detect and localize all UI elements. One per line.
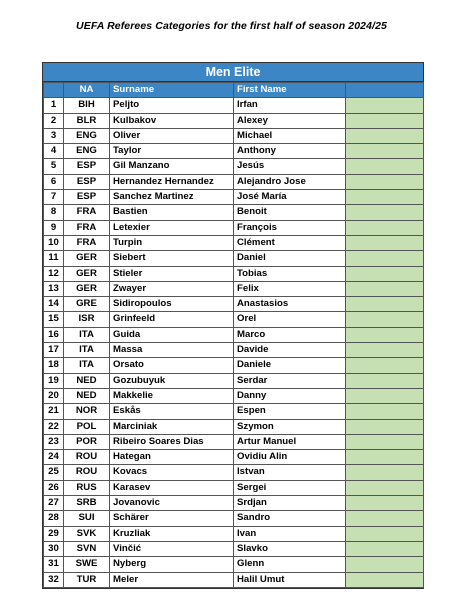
row-first-name: Clément: [234, 235, 346, 250]
row-blank-cell: [346, 312, 424, 327]
row-blank-cell: [346, 251, 424, 266]
row-blank-cell: [346, 557, 424, 572]
row-surname: Massa: [110, 343, 234, 358]
row-number: 22: [44, 419, 64, 434]
table-body: [44, 83, 424, 588]
row-first-name: Felix: [234, 281, 346, 296]
table-row: [44, 144, 424, 159]
row-blank-cell: [346, 327, 424, 342]
column-header-first-name: First Name: [234, 83, 346, 98]
row-surname: Nyberg: [110, 557, 234, 572]
row-first-name: Alejandro Jose: [234, 174, 346, 189]
row-surname: Grinfeeld: [110, 312, 234, 327]
row-nationality: GER: [64, 266, 110, 281]
row-first-name: Danny: [234, 388, 346, 403]
row-number: 18: [44, 358, 64, 373]
row-nationality: ESP: [64, 159, 110, 174]
row-blank-cell: [346, 419, 424, 434]
row-surname: Vinčić: [110, 541, 234, 556]
row-blank-cell: [346, 144, 424, 159]
row-number: 12: [44, 266, 64, 281]
row-nationality: SRB: [64, 496, 110, 511]
row-number: 9: [44, 220, 64, 235]
row-number: 2: [44, 113, 64, 128]
row-blank-cell: [346, 297, 424, 312]
row-surname: Kruzliak: [110, 526, 234, 541]
row-surname: Zwayer: [110, 281, 234, 296]
row-number: 30: [44, 541, 64, 556]
row-first-name: Sergei: [234, 480, 346, 495]
row-nationality: GRE: [64, 297, 110, 312]
row-blank-cell: [346, 205, 424, 220]
table-row: [44, 281, 424, 296]
row-nationality: TUR: [64, 572, 110, 587]
row-first-name: Michael: [234, 128, 346, 143]
row-nationality: GER: [64, 251, 110, 266]
table-row: [44, 404, 424, 419]
row-first-name: Tobias: [234, 266, 346, 281]
row-first-name: Halil Umut: [234, 572, 346, 587]
table-row: [44, 159, 424, 174]
table-row: [44, 434, 424, 449]
row-nationality: NED: [64, 373, 110, 388]
row-first-name: Srdjan: [234, 496, 346, 511]
row-number: 31: [44, 557, 64, 572]
row-number: 16: [44, 327, 64, 342]
column-header-surname: Surname: [110, 83, 234, 98]
table-row: [44, 113, 424, 128]
table-row: [44, 465, 424, 480]
row-first-name: Daniel: [234, 251, 346, 266]
row-nationality: ROU: [64, 465, 110, 480]
row-first-name: Espen: [234, 404, 346, 419]
row-number: 23: [44, 434, 64, 449]
row-surname: Orsato: [110, 358, 234, 373]
row-first-name: Alexey: [234, 113, 346, 128]
row-nationality: ESP: [64, 174, 110, 189]
table-row: [44, 419, 424, 434]
row-blank-cell: [346, 541, 424, 556]
row-nationality: SWE: [64, 557, 110, 572]
table-row: [44, 312, 424, 327]
row-number: 11: [44, 251, 64, 266]
row-nationality: ITA: [64, 327, 110, 342]
row-nationality: FRA: [64, 220, 110, 235]
row-number: 7: [44, 190, 64, 205]
table-row: [44, 251, 424, 266]
row-blank-cell: [346, 465, 424, 480]
row-number: 24: [44, 450, 64, 465]
row-nationality: FRA: [64, 235, 110, 250]
row-nationality: ITA: [64, 358, 110, 373]
row-blank-cell: [346, 450, 424, 465]
row-surname: Letexier: [110, 220, 234, 235]
table-row: [44, 373, 424, 388]
table-row: [44, 511, 424, 526]
row-first-name: Ovidiu Alin: [234, 450, 346, 465]
section-header: Men Elite: [43, 63, 423, 82]
row-number: 1: [44, 98, 64, 113]
row-blank-cell: [346, 235, 424, 250]
row-nationality: BLR: [64, 113, 110, 128]
row-surname: Makkelie: [110, 388, 234, 403]
row-first-name: José María: [234, 190, 346, 205]
row-blank-cell: [346, 572, 424, 587]
row-number: 21: [44, 404, 64, 419]
row-first-name: Slavko: [234, 541, 346, 556]
table-row: [44, 388, 424, 403]
row-first-name: Orel: [234, 312, 346, 327]
table-row: [44, 572, 424, 587]
row-number: 27: [44, 496, 64, 511]
row-blank-cell: [346, 266, 424, 281]
row-surname: Karasev: [110, 480, 234, 495]
row-surname: Hategan: [110, 450, 234, 465]
row-surname: Eskås: [110, 404, 234, 419]
row-first-name: Artur Manuel: [234, 434, 346, 449]
table-row: [44, 235, 424, 250]
row-blank-cell: [346, 174, 424, 189]
row-nationality: SVK: [64, 526, 110, 541]
row-number: 8: [44, 205, 64, 220]
row-blank-cell: [346, 281, 424, 296]
row-nationality: ISR: [64, 312, 110, 327]
row-first-name: Anastasios: [234, 297, 346, 312]
row-first-name: Serdar: [234, 373, 346, 388]
referees-table: [42, 62, 424, 589]
row-blank-cell: [346, 159, 424, 174]
row-blank-cell: [346, 388, 424, 403]
row-number: 10: [44, 235, 64, 250]
row-surname: Kovacs: [110, 465, 234, 480]
row-surname: Oliver: [110, 128, 234, 143]
row-surname: Hernandez Hernandez: [110, 174, 234, 189]
row-blank-cell: [346, 480, 424, 495]
row-blank-cell: [346, 373, 424, 388]
row-surname: Turpin: [110, 235, 234, 250]
row-nationality: SVN: [64, 541, 110, 556]
row-surname: Sidiropoulos: [110, 297, 234, 312]
row-nationality: POL: [64, 419, 110, 434]
row-nationality: NED: [64, 388, 110, 403]
table-row: [44, 266, 424, 281]
table-row: [44, 174, 424, 189]
document-title: UEFA Referees Categories for the first half of season 2024/25: [76, 20, 387, 32]
row-surname: Gil Manzano: [110, 159, 234, 174]
row-surname: Peljto: [110, 98, 234, 113]
row-blank-cell: [346, 98, 424, 113]
row-first-name: Sandro: [234, 511, 346, 526]
row-nationality: SUI: [64, 511, 110, 526]
column-header-number: [44, 83, 64, 98]
table-row: [44, 496, 424, 511]
row-number: 32: [44, 572, 64, 587]
row-surname: Jovanovic: [110, 496, 234, 511]
referees-grid: [43, 82, 424, 588]
row-surname: Sanchez Martinez: [110, 190, 234, 205]
table-row: [44, 98, 424, 113]
row-number: 28: [44, 511, 64, 526]
row-blank-cell: [346, 511, 424, 526]
table-row: [44, 541, 424, 556]
row-first-name: Irfan: [234, 98, 346, 113]
row-first-name: François: [234, 220, 346, 235]
row-first-name: Davide: [234, 343, 346, 358]
row-blank-cell: [346, 113, 424, 128]
column-header-row: [44, 83, 424, 98]
table-row: [44, 526, 424, 541]
row-number: 29: [44, 526, 64, 541]
row-first-name: Anthony: [234, 144, 346, 159]
row-nationality: ENG: [64, 144, 110, 159]
row-first-name: Glenn: [234, 557, 346, 572]
table-row: [44, 205, 424, 220]
row-surname: Kulbakov: [110, 113, 234, 128]
table-row: [44, 220, 424, 235]
row-number: 6: [44, 174, 64, 189]
row-number: 25: [44, 465, 64, 480]
table-row: [44, 358, 424, 373]
column-header-na: NA: [64, 83, 110, 98]
row-nationality: GER: [64, 281, 110, 296]
row-number: 17: [44, 343, 64, 358]
row-nationality: NOR: [64, 404, 110, 419]
row-blank-cell: [346, 358, 424, 373]
table-row: [44, 343, 424, 358]
row-blank-cell: [346, 220, 424, 235]
table-row: [44, 327, 424, 342]
table-row: [44, 557, 424, 572]
row-number: 19: [44, 373, 64, 388]
row-surname: Gozubuyuk: [110, 373, 234, 388]
row-blank-cell: [346, 404, 424, 419]
row-nationality: FRA: [64, 205, 110, 220]
row-surname: Guida: [110, 327, 234, 342]
row-blank-cell: [346, 526, 424, 541]
row-blank-cell: [346, 343, 424, 358]
column-header-blank: [346, 83, 424, 98]
row-first-name: Daniele: [234, 358, 346, 373]
row-first-name: Szymon: [234, 419, 346, 434]
table-row: [44, 128, 424, 143]
row-nationality: ENG: [64, 128, 110, 143]
row-number: 4: [44, 144, 64, 159]
row-first-name: Ivan: [234, 526, 346, 541]
row-nationality: ROU: [64, 450, 110, 465]
row-surname: Siebert: [110, 251, 234, 266]
table-row: [44, 450, 424, 465]
row-number: 14: [44, 297, 64, 312]
row-number: 26: [44, 480, 64, 495]
row-surname: Meler: [110, 572, 234, 587]
row-number: 5: [44, 159, 64, 174]
table-row: [44, 297, 424, 312]
row-nationality: ITA: [64, 343, 110, 358]
row-surname: Bastien: [110, 205, 234, 220]
row-blank-cell: [346, 190, 424, 205]
row-nationality: POR: [64, 434, 110, 449]
row-nationality: RUS: [64, 480, 110, 495]
row-surname: Schärer: [110, 511, 234, 526]
row-number: 20: [44, 388, 64, 403]
row-first-name: Marco: [234, 327, 346, 342]
row-blank-cell: [346, 434, 424, 449]
row-number: 3: [44, 128, 64, 143]
row-first-name: Benoit: [234, 205, 346, 220]
table-row: [44, 190, 424, 205]
row-nationality: BIH: [64, 98, 110, 113]
row-surname: Stieler: [110, 266, 234, 281]
row-number: 15: [44, 312, 64, 327]
row-blank-cell: [346, 496, 424, 511]
row-surname: Ribeiro Soares Dias: [110, 434, 234, 449]
row-first-name: Istvan: [234, 465, 346, 480]
row-number: 13: [44, 281, 64, 296]
row-nationality: ESP: [64, 190, 110, 205]
table-row: [44, 480, 424, 495]
row-surname: Marciniak: [110, 419, 234, 434]
row-surname: Taylor: [110, 144, 234, 159]
row-first-name: Jesús: [234, 159, 346, 174]
row-blank-cell: [346, 128, 424, 143]
